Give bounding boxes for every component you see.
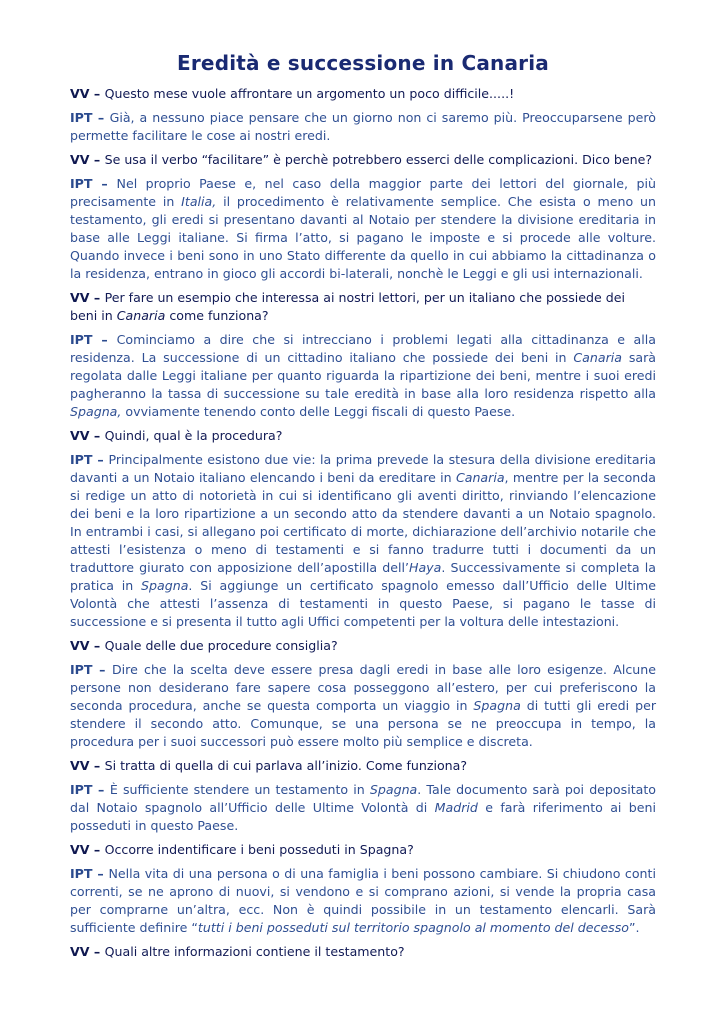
speaker-vv: VV xyxy=(70,428,90,443)
speaker-dash: – xyxy=(92,110,110,125)
paragraph-text: il procedimento è relativamente semplice. Che esista o meno un testamento, gli eredi si presentano davanti al Notaio per stendere la divisione ereditaria in base alle Leggi italiane. Si firma l’atto, si pagano le imposte e si procede alle volture. Quando invece i beni sono in uno Stato differente da quello in cui abbiamo la cittadinanza o la residenza, entrano in gioco gli accordi bi-laterali, nonchè le Leggi e gli usi internazionali. xyxy=(70,194,656,281)
paragraph-text: ”. xyxy=(629,920,640,935)
paragraph-text: . Successivamente si completa la pratica in xyxy=(70,560,657,593)
paragraph-text: Nella vita di una persona o di una famiglia i beni possono cambiare. Si chiudono conti correnti, se ne aprono di nuovi, si vendono e si comprano azioni, si vende la propria casa per comprarne un’altra, ecc. Non è quindi possibile in un testamento elencarli. Sarà sufficiente definire “ xyxy=(70,866,656,935)
paragraph-text: come funziona? xyxy=(165,308,269,323)
speaker-dash: – xyxy=(89,428,105,443)
paragraph-text: Si tratta di quella di cui parlava all’inizio. Come funziona? xyxy=(104,758,468,773)
speaker-dash: – xyxy=(89,842,105,857)
paragraph-text: Cominciamo a dire che si intrecciano i problemi legati alla cittadinanza e alla residenza. La successione di un cittadino italiano che possiede dei beni in xyxy=(70,332,656,365)
paragraph-text: È sufficiente stendere un testamento in xyxy=(109,782,370,797)
answer-paragraph xyxy=(70,781,656,835)
speaker-dash: – xyxy=(92,176,117,191)
paragraph-text: sarà regolata dalle Leggi italiane per quanto riguarda la ripartizione dei beni, mentre i suoi eredi pagheranno la tassa di successione su tale eredità in base alla loro residenza rispetto alla xyxy=(70,350,656,401)
paragraph-text: . Si aggiunge un certificato spagnolo emesso dall’Ufficio delle Ultime Volontà che attesti l’assenza di testamenti in questo Paese, si pagano le tasse di successione e si presenta il tutto agli Uffici competenti per la voltura delle intestazioni. xyxy=(70,578,656,629)
italic-text: Madrid xyxy=(434,800,478,815)
speaker-vv: VV xyxy=(70,638,90,653)
question-paragraph xyxy=(70,289,656,325)
paragraph-text: Occorre indentificare i beni posseduti in Spagna? xyxy=(104,842,414,857)
paragraph-text: Principalmente esistono due vie: la prima prevede la stesura della divisione ereditaria davanti a un Notaio italiano elencando i beni da ereditare in xyxy=(70,452,656,485)
italic-text: Spagna, xyxy=(70,404,122,419)
paragraph-text: ovviamente tenendo conto delle Leggi fiscali di questo Paese. xyxy=(121,404,516,419)
italic-text: Spagna xyxy=(141,578,189,593)
speaker-vv: VV xyxy=(70,944,90,959)
italic-text: tutti i beni posseduti sul territorio spagnolo al momento del decesso xyxy=(197,920,630,935)
question-paragraph xyxy=(70,637,656,655)
paragraph-text: Per fare un esempio che interessa ai nostri lettori, per un italiano che possiede dei beni in xyxy=(70,290,626,323)
paragraph-text: Questo mese vuole affrontare un argomento un poco difficile.....! xyxy=(104,86,515,101)
speaker-ipt: IPT xyxy=(70,662,93,677)
speaker-vv: VV xyxy=(70,290,90,305)
paragraph-text: Quali altre informazioni contiene il testamento? xyxy=(104,944,405,959)
italic-text: Haya xyxy=(408,560,442,575)
paragraph-text: Dire che la scelta deve essere presa dagli eredi in base alle loro esigenze. Alcune persone non desiderano fare sapere cosa posseggono all’estero, per cui preferiscono la seconda procedura, anche se questa comporta un viaggio in xyxy=(70,662,656,713)
paragraph-text: . Tale documento sarà poi depositato dal Notaio spagnolo all’Ufficio delle Ultime Volontà di xyxy=(70,782,656,815)
italic-text: Spagna xyxy=(369,782,418,797)
interview-body xyxy=(70,85,656,961)
question-paragraph xyxy=(70,841,656,859)
speaker-dash: – xyxy=(92,452,109,467)
paragraph-text: Quale delle due procedure consiglia? xyxy=(104,638,338,653)
speaker-dash: – xyxy=(92,332,117,347)
question-paragraph xyxy=(70,85,656,103)
speaker-dash: – xyxy=(89,758,105,773)
italic-text: Canaria xyxy=(573,350,622,365)
answer-paragraph xyxy=(70,661,656,751)
speaker-vv: VV xyxy=(70,86,90,101)
answer-paragraph xyxy=(70,331,656,421)
paragraph-text: Già, a nessuno piace pensare che un giorno non ci saremo più. Preoccuparsene però permette facilitare le cose ai nostri eredi. xyxy=(70,110,656,143)
speaker-ipt: IPT xyxy=(70,452,93,467)
speaker-vv: VV xyxy=(70,758,90,773)
speaker-vv: VV xyxy=(70,842,90,857)
question-paragraph xyxy=(70,427,656,445)
speaker-ipt: IPT xyxy=(70,332,93,347)
speaker-dash: – xyxy=(89,638,105,653)
speaker-dash: – xyxy=(89,944,105,959)
speaker-dash: – xyxy=(92,782,110,797)
speaker-ipt: IPT xyxy=(70,110,93,125)
answer-paragraph xyxy=(70,109,656,145)
paragraph-text: Se usa il verbo “facilitare” è perchè potrebbero esserci delle complicazioni. Dico bene? xyxy=(104,152,653,167)
italic-text: Italia, xyxy=(181,194,217,209)
question-paragraph xyxy=(70,757,656,775)
speaker-dash: – xyxy=(92,866,109,881)
paragraph-text: , mentre per la seconda si redige un atto di notorietà in cui si identificano gli aventi diritto, rinviando l’elencazione dei beni e la loro ripartizione a un secondo atto da stendere davanti a un Notaio spagnolo. In entrambi i casi, si allegano poi certificato di morte, dichiarazione dell’archivio notarile che attesti l’esistenza o meno di testamenti e si fanno tradurre tutti i documenti da un traduttore giurato con apposizione dell’apostilla dell’ xyxy=(70,470,656,575)
speaker-dash: – xyxy=(89,86,105,101)
speaker-dash: – xyxy=(89,152,105,167)
paragraph-text: di tutti gli eredi per stendere il secondo atto. Comunque, se una persona se ne preoccupa in tempo, la procedura per i suoi successori può essere molto più semplice e discreta. xyxy=(70,698,656,749)
speaker-ipt: IPT xyxy=(70,176,93,191)
paragraph-text: e farà riferimento ai beni posseduti in questo Paese. xyxy=(70,800,656,833)
italic-text: Canaria xyxy=(116,308,166,323)
speaker-vv: VV xyxy=(70,152,90,167)
answer-paragraph xyxy=(70,451,656,631)
question-paragraph xyxy=(70,151,656,169)
question-paragraph xyxy=(70,943,656,961)
answer-paragraph xyxy=(70,865,656,937)
speaker-ipt: IPT xyxy=(70,866,93,881)
speaker-dash: – xyxy=(92,662,112,677)
page-title: Eredità e successione in Canaria xyxy=(177,51,549,75)
italic-text: Spagna xyxy=(473,698,521,713)
speaker-dash: – xyxy=(89,290,105,305)
paragraph-text: Nel proprio Paese e, nel caso della maggior parte dei lettori del giornale, più precisamente in xyxy=(70,176,656,209)
paragraph-text: Quindi, qual è la procedura? xyxy=(104,428,283,443)
answer-paragraph xyxy=(70,175,656,283)
italic-text: Canaria xyxy=(455,470,505,485)
speaker-ipt: IPT xyxy=(70,782,93,797)
